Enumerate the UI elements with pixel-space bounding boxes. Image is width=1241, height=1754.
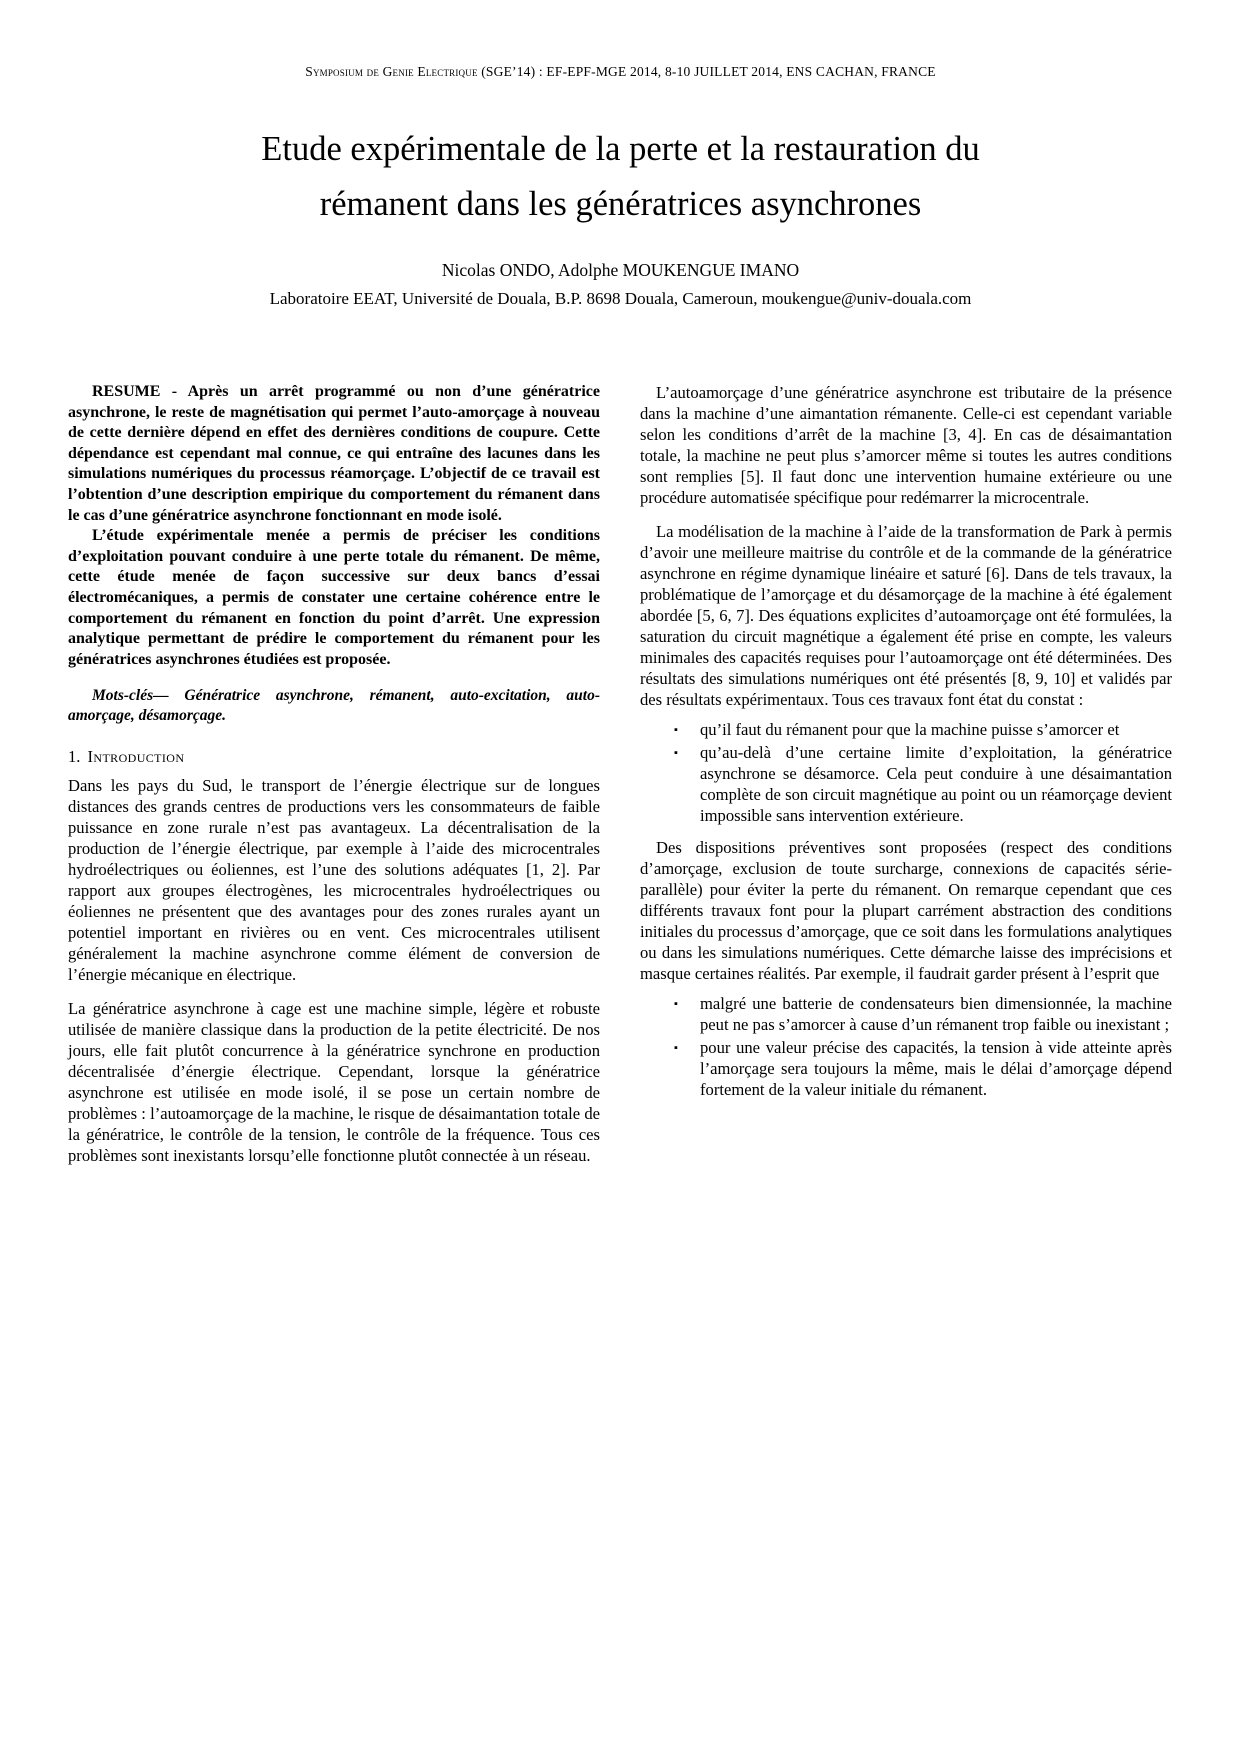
abstract-paragraph-1: RESUME - Après un arrêt programmé ou non d’une génératrice asynchrone, le reste de magnétisation qui permet l’auto-amorçage à nouveau de cette dernière dépend en effet des dernières conditions de coupure. Cette dépendance est cependant mal connue, ce qui entraîne des lacunes dans les simulations numériques du processus réamorçage. L’objectif de ce travail est l’obtention d’une description empirique du comportement du rémanent dans le cas d’une génératrice asynchrone fonctionnant en mode isolé. <box>68 383 600 524</box>
list-item-text: qu’au-delà d’une certaine limite d’exploitation, la génératrice asynchrone se désamorce. Cela peut conduire à une désaimantation complète de son circuit magnétique au point ou un réamorçage devient impossible sans intervention extérieure. <box>700 743 1172 825</box>
section-number: 1. <box>68 747 81 767</box>
paper-title-line-1: Etude expérimentale de la perte et la restauration du <box>261 130 980 168</box>
introduction-paragraph-1: Dans les pays du Sud, le transport de l’énergie électrique sur de longues distances des grands centres de productions vers les consommateurs de faible puissance en zone rurale n’est pas avantageux. La décentralisation de la production de l’énergie électrique, par exemple à l’aide des microcentrales hydroélectriques ou éoliennes, est l’une des solutions adéquates [1, 2]. Par rapport aux groupes électrogènes, les microcentrales hydroélectriques ou éoliennes ne présentent que des avantages pour des zones rurales ayant un potentiel important en rivières ou en vent. Ces microcentrales utilisent généralement la machine asynchrone comme élément de conversion de l’énergie mécanique en électrique. <box>68 776 600 985</box>
list-item <box>674 1037 1172 1100</box>
right-paragraph-2: La modélisation de la machine à l’aide de la transformation de Park à permis d’avoir une meilleure maitrise du contrôle et de la commande de la génératrice asynchrone en régime dynamique linéaire et saturé [6]. Dans de tels travaux, la problématique de l’amorçage et du désamorçage de la machine à été également abordée [5, 6, 7]. Des équations explicites d’autoamorçage ont été formulées, la saturation du circuit magnétique a également été prise en compte, les valeurs minimales des capacités requises pour l’autoamorçage ont été déterminées. Des résultats des simulations numériques ont été présentés [8, 9, 10] et validés par des résultats expérimentaux. Tous ces travaux font état du constat : <box>640 522 1172 709</box>
left-column <box>68 382 600 1179</box>
list-item <box>674 719 1172 740</box>
list-item-text: pour une valeur précise des capacités, la tension à vide atteinte après l’amorçage sera toujours la même, mais le délai d’amorçage dépend fortement de la valeur initiale du rémanent. <box>700 1038 1172 1099</box>
bullet-list-2 <box>640 993 1172 1100</box>
list-item-text: malgré une batterie de condensateurs bien dimensionnée, la machine peut ne pas s’amorcer à cause d’un rémanent trop faible ou inexistant ; <box>700 994 1172 1034</box>
right-column <box>640 382 1172 1179</box>
paper-title-line-2: rémanent dans les génératrices asynchrones <box>319 184 922 223</box>
keywords-paragraph: Mots-clés— Génératrice asynchrone, rémanent, auto-excitation, auto-amorçage, désamorçage. <box>68 687 600 725</box>
bullet-icon: ▪ <box>674 724 678 736</box>
author-email: moukengue@univ-douala.com <box>761 289 972 308</box>
introduction-paragraph-2: La génératrice asynchrone à cage est une machine simple, légère et robuste utilisée de manière classique dans la production de la petite électricité. De nos jours, elle fait plutôt concurrence à la génératrice synchrone en production décentralisée d’énergie électrique. Cependant, lorsque la génératrice asynchrone est utilisée en mode isolé, il se pose un certain nombre de problèmes : l’autoamorçage de la machine, le risque de désaimantation totale de la génératrice, le contrôle de la tension, le contrôle de la fréquence. Tous ces problèmes sont inexistants lorsqu’elle fonctionne plutôt connectée à un réseau. <box>68 999 600 1166</box>
list-item <box>674 742 1172 826</box>
two-column-body <box>68 382 1172 1179</box>
section-heading-introduction <box>68 746 600 767</box>
bullet-icon: ▪ <box>674 998 678 1010</box>
bullet-icon: ▪ <box>674 1042 678 1054</box>
section-title: Introduction <box>87 747 185 767</box>
bullet-icon: ▪ <box>674 747 678 759</box>
bullet-list-1 <box>640 719 1172 826</box>
affiliation-text: Laboratoire EEAT, Université de Douala, B.P. 8698 Douala, Cameroun, <box>269 289 758 308</box>
authors-line: Nicolas ONDO, Adolphe MOUKENGUE IMANO <box>441 260 800 280</box>
conference-header: Symposium de Genie Electrique (SGE’14) : EF-EPF-MGE 2014, 8-10 JUILLET 2014, ENS CACHAN, FRANCE <box>305 64 936 79</box>
paper-title <box>0 122 1241 231</box>
list-item <box>674 993 1172 1035</box>
affiliation-line <box>0 289 1241 309</box>
abstract-paragraph-2: L’étude expérimentale menée a permis de préciser les conditions d’exploitation pouvant conduire à une perte totale du rémanent. De même, cette étude menée de façon successive sur deux bancs d’essai électromécaniques, a permis de constater une certaine cohérence entre le comportement du rémanent en fonction du point d’arrêt. Une expression analytique permettant de prédire le comportement du rémanent pour les génératrices asynchrones étudiées est proposée. <box>68 527 600 668</box>
right-paragraph-3: Des dispositions préventives sont proposées (respect des conditions d’amorçage, exclusion de toute surcharge, connexions de capacités série-parallèle) pour éviter la perte du rémanent. On remarque cependant que ces différents travaux font pour la plupart carrément abstraction des conditions initiales du processus d’amorçage, que ce soit dans les formulations analytiques ou dans les simulations numériques. Cette démarche laisse des imprécisions et masque certaines réalités. Par exemple, il faudrait garder présent à l’esprit que <box>640 838 1172 983</box>
list-item-text: qu’il faut du rémanent pour que la machine puisse s’amorcer et <box>700 720 1120 739</box>
right-paragraph-1: L’autoamorçage d’une génératrice asynchrone est tributaire de la présence dans la machine d’une aimantation rémanente. Celle-ci est cependant variable selon les conditions d’arrêt de la machine [3, 4]. En cas de désaimantation totale, la machine ne peut plus s’amorcer même si toutes les autres conditions sont remplies [5]. Il faut donc une intervention humaine extérieure ou une procédure automatisée spécifique pour redémarrer la microcentrale. <box>640 383 1172 507</box>
